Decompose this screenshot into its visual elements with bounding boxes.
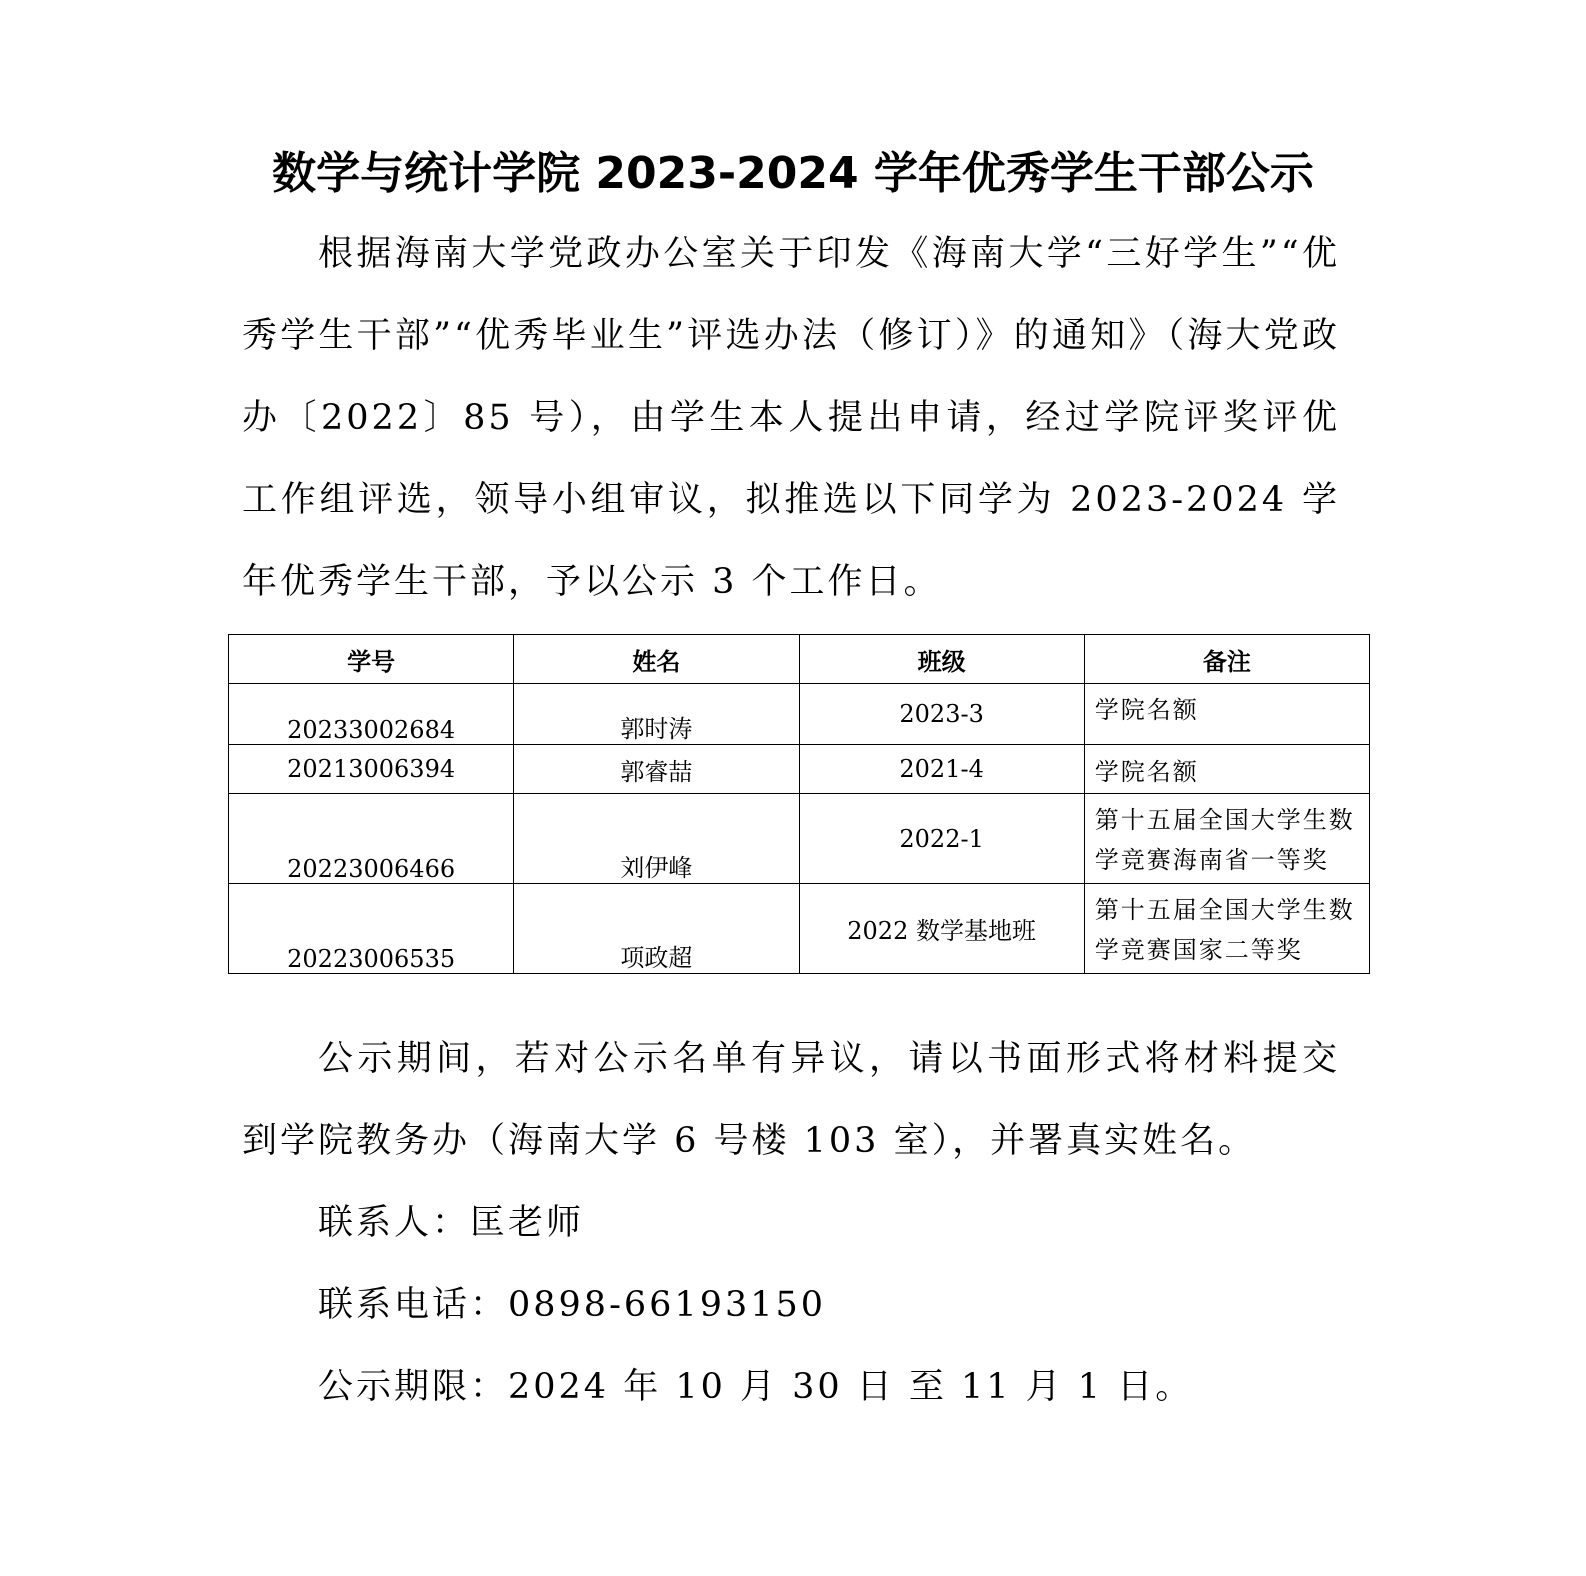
header-name: 姓名 (514, 635, 799, 684)
cell-note: 第十五届全国大学生数学竞赛海南省一等奖 (1084, 794, 1369, 884)
table-row (229, 794, 1370, 884)
contact-phone: 联系电话：0898-66193150 (318, 1285, 827, 1325)
cell-student-id: 20213006394 (229, 745, 514, 794)
cell-note: 学院名额 (1084, 745, 1369, 794)
cell-name: 刘伊峰 (514, 794, 799, 884)
cell-class: 2022 数学基地班 (799, 884, 1084, 974)
cell-class: 2022-1 (799, 794, 1084, 884)
cell-student-id: 20223006535 (229, 884, 514, 974)
table-row (229, 884, 1370, 974)
cell-note: 第十五届全国大学生数学竞赛国家二等奖 (1084, 884, 1369, 974)
header-class: 班级 (799, 635, 1084, 684)
page-title: 数学与统计学院 2023-2024 学年优秀学生干部公示 (272, 148, 1314, 199)
cell-class: 2023-3 (799, 684, 1084, 745)
header-note: 备注 (1084, 635, 1369, 684)
table-header-row (229, 635, 1370, 684)
table-row (229, 684, 1370, 745)
intro-paragraph: 根据海南大学党政办公室关于印发《海南大学“三好学生”“优秀学生干部”“优秀毕业生”评选办法（修订）》的通知》（海大党政办〔2022〕85 号），由学生本人提出申请，经过学院评奖评优工作组评选，领导小组审议，拟推选以下同学为 2023-2024 学年优秀学生干部，予以公示 3 个工作日。 (242, 234, 1340, 602)
cell-student-id: 20223006466 (229, 794, 514, 884)
cell-name: 项政超 (514, 884, 799, 974)
cell-class: 2021-4 (799, 745, 1084, 794)
cadre-table (228, 634, 1370, 974)
header-student-id: 学号 (229, 635, 514, 684)
cell-name: 郭时涛 (514, 684, 799, 745)
notice-period: 公示期限：2024 年 10 月 30 日 至 11 月 1 日。 (318, 1367, 1194, 1407)
notice-paragraph: 公示期间，若对公示名单有异议，请以书面形式将材料提交到学院教务办（海南大学 6 号楼 103 室），并署真实姓名。 (242, 1039, 1340, 1161)
cell-student-id: 20233002684 (229, 684, 514, 745)
cell-note: 学院名额 (1084, 684, 1369, 745)
table-row (229, 745, 1370, 794)
contact-person: 联系人：匡老师 (318, 1203, 585, 1243)
cell-name: 郭睿喆 (514, 745, 799, 794)
